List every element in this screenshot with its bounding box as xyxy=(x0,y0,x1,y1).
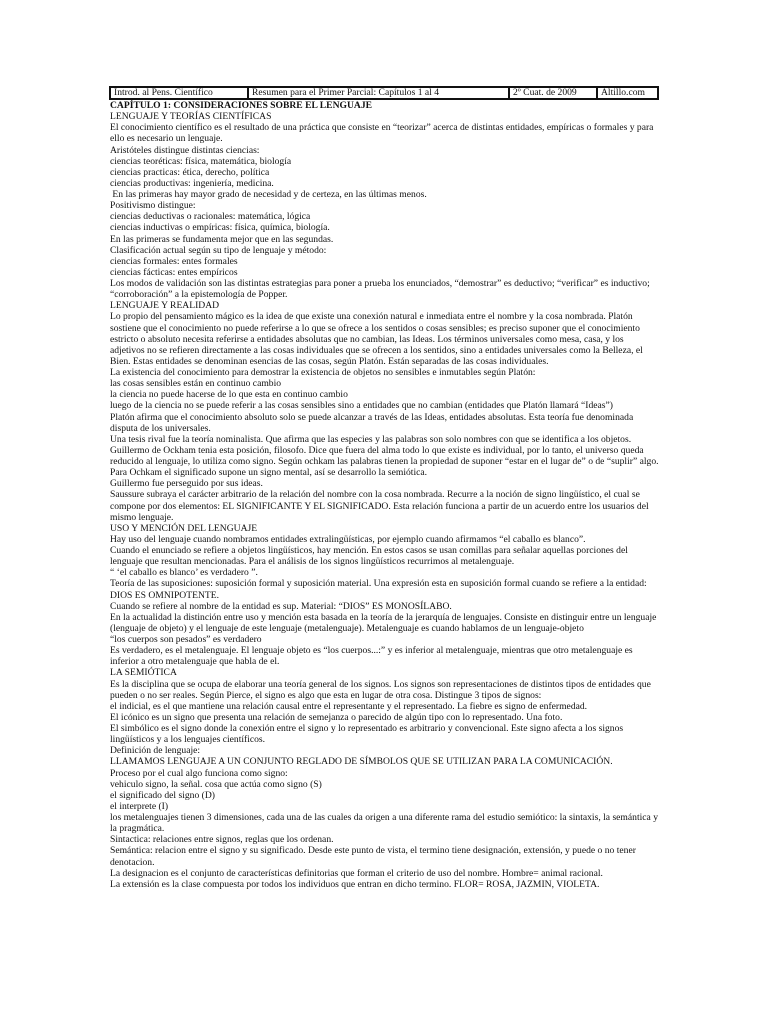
paragraph: Aristóteles distingue distintas ciencias: xyxy=(110,144,260,156)
paragraph: Guillermo fue perseguido por sus ideas. xyxy=(110,478,263,490)
paragraph: En las primeras se fundamenta mejor que en las segundas. xyxy=(110,233,334,245)
paragraph: Lo propio del pensamiento mágico es la idea de que existe una conexión natural e inmediata entre el nombre y la cosa nombrada. Platón sostiene que el conocimiento no puede referirse a lo que se ofrece a los sentidos o cosas sensibles; es preciso suponer que el conocimiento estricto o absoluto necesita referirse a entidades absolutas que no cambian, las Ideas. Los términos universales como mesa, casa, y los adjetivos no se refieren directamente a las cosas individuales que se ofrecen a los sentidos, sino a entidades universales como la Belleza, el Bien. Estas entidades se denominan esencias de las cosas, según Platón. Están separadas de las cosas individuales. xyxy=(110,311,643,367)
paragraph: Teoría de las suposiciones: suposición formal y suposición material. Una expresión esta en suposición formal cuando se refiere a la entidad: DIOS ES OMNIPOTENTE. xyxy=(110,578,647,601)
paragraph: Cuando el enunciado se refiere a objetos lingüísticos, hay mención. En estos casos se usan comillas para señalar aquellas porciones del lenguaje que resultan mencionadas. Para el análisis de los signos lingüísticos recurrimos al metalenguaje. xyxy=(110,545,628,568)
section-heading: LENGUAJE Y TEORÍAS CIENTÍFICAS xyxy=(110,111,272,123)
paragraph: Hay uso del lenguaje cuando nombramos entidades extralingüísticas, por ejemplo cuando afirmamos “el caballo es blanco”. xyxy=(110,533,586,545)
paragraph: La existencia del conocimiento para demostrar la existencia de objetos no sensibles e inmutables según Platón: xyxy=(110,367,536,378)
header-site: Altillo.com xyxy=(601,88,645,98)
paragraph: El icónico es un signo que presenta una relación de semejanza o parecido de algún tipo con lo representado. Una foto. xyxy=(110,711,563,723)
paragraph: El conocimiento científico es el resultado de una práctica que consiste en “teorizar” acerca de distintas entidades, empíricas o formales y para ello es necesario un lenguaje. xyxy=(110,122,654,145)
list-item: ciencias formales: entes formales xyxy=(110,255,238,267)
paragraph: El simbólico es el signo donde la conexión entre el signo y lo representado es arbitrario y convencional. Este signo afecta a los signos lingüísticos y a los lenguajes científicos. xyxy=(110,723,624,746)
list-item: la ciencia no puede hacerse de lo que esta en continuo cambio xyxy=(110,389,348,401)
paragraph: Clasificación actual según su tipo de lenguaje y método: xyxy=(110,244,327,256)
list-item: ciencias practicas: ética, derecho, política xyxy=(110,166,270,178)
paragraph: el indicial, es el que mantiene una relación causal entre el representante y el representado. La fiebre es signo de enfermedad. xyxy=(110,700,588,712)
paragraph: Cuando se refiere al nombre de la entidad es sup. Material: “DIOS” ES MONOSÍLABO. xyxy=(110,600,452,612)
chapter-title: CAPÍTULO 1: CONSIDERACIONES SOBRE EL LENGUAJE xyxy=(110,100,373,111)
paragraph: Platón afirma que el conocimiento absoluto solo se puede alcanzar a través de las Ideas, entidades absolutas. Esta teoría fue denominada disputa de los universales. xyxy=(110,411,634,434)
section-heading: LENGUAJE Y REALIDAD xyxy=(110,300,220,312)
paragraph: En las primeras hay mayor grado de necesidad y de certeza, en las últimas menos. xyxy=(110,189,427,200)
section-heading: USO Y MENCIÓN DEL LENGUAJE xyxy=(110,522,258,534)
paragraph: Proceso por el cual algo funciona como signo: xyxy=(110,767,288,779)
list-item: ciencias teoréticas: física, matemática, biología xyxy=(110,155,292,167)
paragraph: Sintactica: relaciones entre signos, reglas que los ordenan. xyxy=(110,834,334,846)
paragraph: Es verdadero, es el metalenguaje. El lenguaje objeto es “los cuerpos...:” y es inferior al metalenguaje, mientras que otro metalenguaje es inferior a otro metalenguaje que habla de el. xyxy=(110,645,633,668)
list-item: ciencias inductivas o empíricas: física, química, biología. xyxy=(110,222,330,234)
example-line: “ ‘el caballo es blanco’ es verdadero ”. xyxy=(110,567,258,579)
paragraph: Semántica: relacion entre el signo y su significado. Desde este punto de vista, el termino tiene designación, extensión, y puede o no tener denotacion. xyxy=(110,845,636,868)
list-item: ciencias deductivas o racionales: matemática, lógica xyxy=(110,211,311,223)
paragraph: La extensión es la clase compuesta por todos los individuos que entran en dicho termino. FLOR= ROSA, JAZMIN, VIOLETA. xyxy=(110,878,600,890)
document-body xyxy=(110,100,660,890)
header-table xyxy=(109,86,659,100)
list-item: ciencias productivas: ingeniería, medicina. xyxy=(110,177,274,189)
paragraph: los metalenguajes tienen 3 dimensiones, cada una de las cuales da origen a una diferente rama del estudio semiótico: la sintaxis, la semántica y la pragmática. xyxy=(110,812,658,835)
header-summary: Resumen para el Primer Parcial: Capítulos 1 al 4 xyxy=(249,88,510,98)
paragraph: En la actualidad la distinción entre uso y mención esta basada en la teoría de la jerarquía de lenguajes. Consiste en distinguir entre un lenguaje (lenguaje de objeto) y el lenguaje de este lenguaje (metalenguaje). Metalenguaje es cuando hablamos de un lenguaje-objeto xyxy=(110,611,657,634)
paragraph: Definición de lenguaje: xyxy=(110,745,201,757)
section-heading: LA SEMIÓTICA xyxy=(110,667,177,679)
list-item: las cosas sensibles están en continuo cambio xyxy=(110,378,282,390)
example-line: “los cuerpos son pesados” es verdadero xyxy=(110,634,262,645)
paragraph: Los modos de validación son las distintas estrategias para poner a prueba los enunciados, “demostrar” es deductivo; “verificar” es inductivo; “corroboración” a la epistemología de Popper. xyxy=(110,278,650,301)
paragraph: Positivismo distingue: xyxy=(110,200,196,212)
paragraph: Una tesis rival fue la teoría nominalista. Que afirma que las especies y las palabras son solo nombres con que se identifica a los objetos. Guillermo de Ockham tenia esta posición, filosofo. Dice que fuera del alma todo lo que existe es individual, por lo tanto, el universo queda reducido al lenguaje, lo utiliza como signo. Según ochkam las palabras tienen la propiedad de suponer “estar en el lugar de” o de “suplir” algo. Para Ochkam el significado supone un signo mental, así se desarrollo la semiótica. xyxy=(110,433,659,479)
list-item: el interprete (I) xyxy=(110,800,169,812)
header-term: 2º Cuat. de 2009 xyxy=(510,88,598,98)
list-item: vehiculo signo, la señal. cosa que actúa como signo (S) xyxy=(110,778,322,790)
list-item: luego de la ciencia no se puede referir a las cosas sensibles sino a entidades que no cambian (entidades que Platón llamará “Ideas”) xyxy=(110,400,613,412)
paragraph: Es la disciplina que se ocupa de elaborar una teoría general de los signos. Los signos son representaciones de distintos tipos de entidades que pueden o no ser reales. Según Pierce, el signo es algo que esta en lugar de otra cosa. Distingue 3 tipos de signos: xyxy=(110,678,651,701)
definition-line: LLAMAMOS LENGUAJE A UN CONJUNTO REGLADO DE SÍMBOLOS QUE SE UTILIZAN PARA LA COMUNICACIÓN. xyxy=(110,756,613,768)
list-item: el significado del signo (D) xyxy=(110,789,215,801)
paragraph: La designacion es el conjunto de características definitorias que forman el criterio de uso del nombre. Hombre= animal racional. xyxy=(110,867,603,879)
paragraph: Saussure subraya el carácter arbitrario de la relación del nombre con la cosa nombrada. Recurre a la noción de signo lingüístico, el cual se compone por dos elementos: EL SIGNIFICANTE Y EL SIGNIFICADO. Esta relación funciona a partir de un acuerdo entre los usuarios del mismo lenguaje. xyxy=(110,489,649,523)
list-item: ciencias fácticas: entes empíricos xyxy=(110,266,238,278)
header-course: Introd. al Pens. Científico xyxy=(111,88,249,98)
